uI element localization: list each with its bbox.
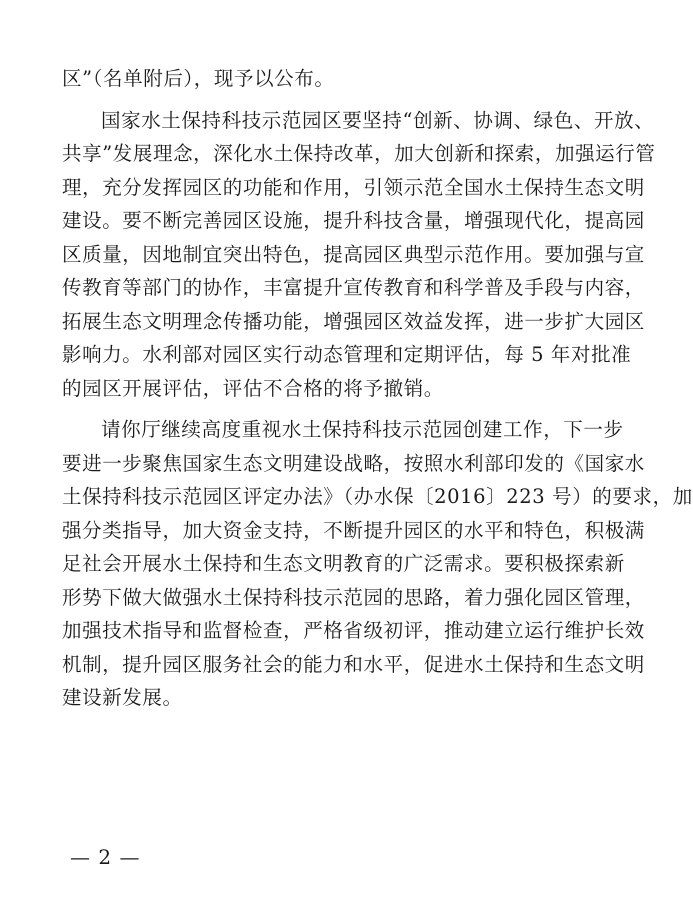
text-line: 土保持科技示范园区评定办法》（办水保〔2016〕223 号）的要求，加 xyxy=(62,485,693,508)
paragraph-park-requirements xyxy=(62,104,656,406)
text-line: 机制，提升园区服务社会的能力和水平，促进水土保持和生态文明 xyxy=(62,652,645,676)
text-line: 加强技术指导和监督检查，严格省级初评，推动建立运行维护长效 xyxy=(62,619,645,642)
document-body xyxy=(62,62,693,715)
text-line: 拓展生态文明理念传播功能，增强园区效益发挥，进一步扩大园区 xyxy=(62,309,645,333)
text-line: 请你厅继续高度重视水土保持科技示范园创建工作，下一步 xyxy=(101,418,624,441)
text-line: 传教育等部门的协作，丰富提升宣传教育和科学普及手段与内容， xyxy=(62,276,645,299)
text-line: 共享”发展理念，深化水土保持改革，加大创新和探索，加强运行管 xyxy=(62,142,656,165)
text-line: 理，充分发挥园区的功能和作用，引领示范全国水土保持生态文明 xyxy=(62,175,645,199)
text-line: 国家水土保持科技示范园区要坚持“创新、协调、绿色、开放、 xyxy=(101,108,655,132)
text-line: 强分类指导，加大资金支持，不断提升园区的水平和特色，积极满 xyxy=(62,518,645,542)
text-line: 区质量，因地制宜突出特色，提高园区典型示范作用。要加强与宣 xyxy=(62,242,645,266)
text-line: 足社会开展水土保持和生态文明教育的广泛需求。要积极探索新 xyxy=(62,552,625,575)
text-line: 形势下做大做强水土保持科技示范园的思路，着力强化园区管理， xyxy=(62,585,645,609)
page-number: — 2 — xyxy=(70,845,141,869)
text-line: 建设新发展。 xyxy=(62,686,183,709)
paragraph-department-instructions xyxy=(62,413,693,715)
text-line: 区”（名单附后），现予以公布。 xyxy=(62,67,335,90)
paragraph-intro-tail xyxy=(62,62,602,96)
text-line: 要进一步聚焦国家生态文明建设战略，按照水利部印发的《国家水 xyxy=(62,451,645,475)
text-line: 建设。要不断完善园区设施，提升科技含量，增强现代化，提高园 xyxy=(62,209,645,232)
text-line: 影响力。水利部对园区实行动态管理和定期评估，每 5 年对批准 xyxy=(62,343,632,366)
text-line: 的园区开展评估，评估不合格的将予撤销。 xyxy=(62,376,444,400)
